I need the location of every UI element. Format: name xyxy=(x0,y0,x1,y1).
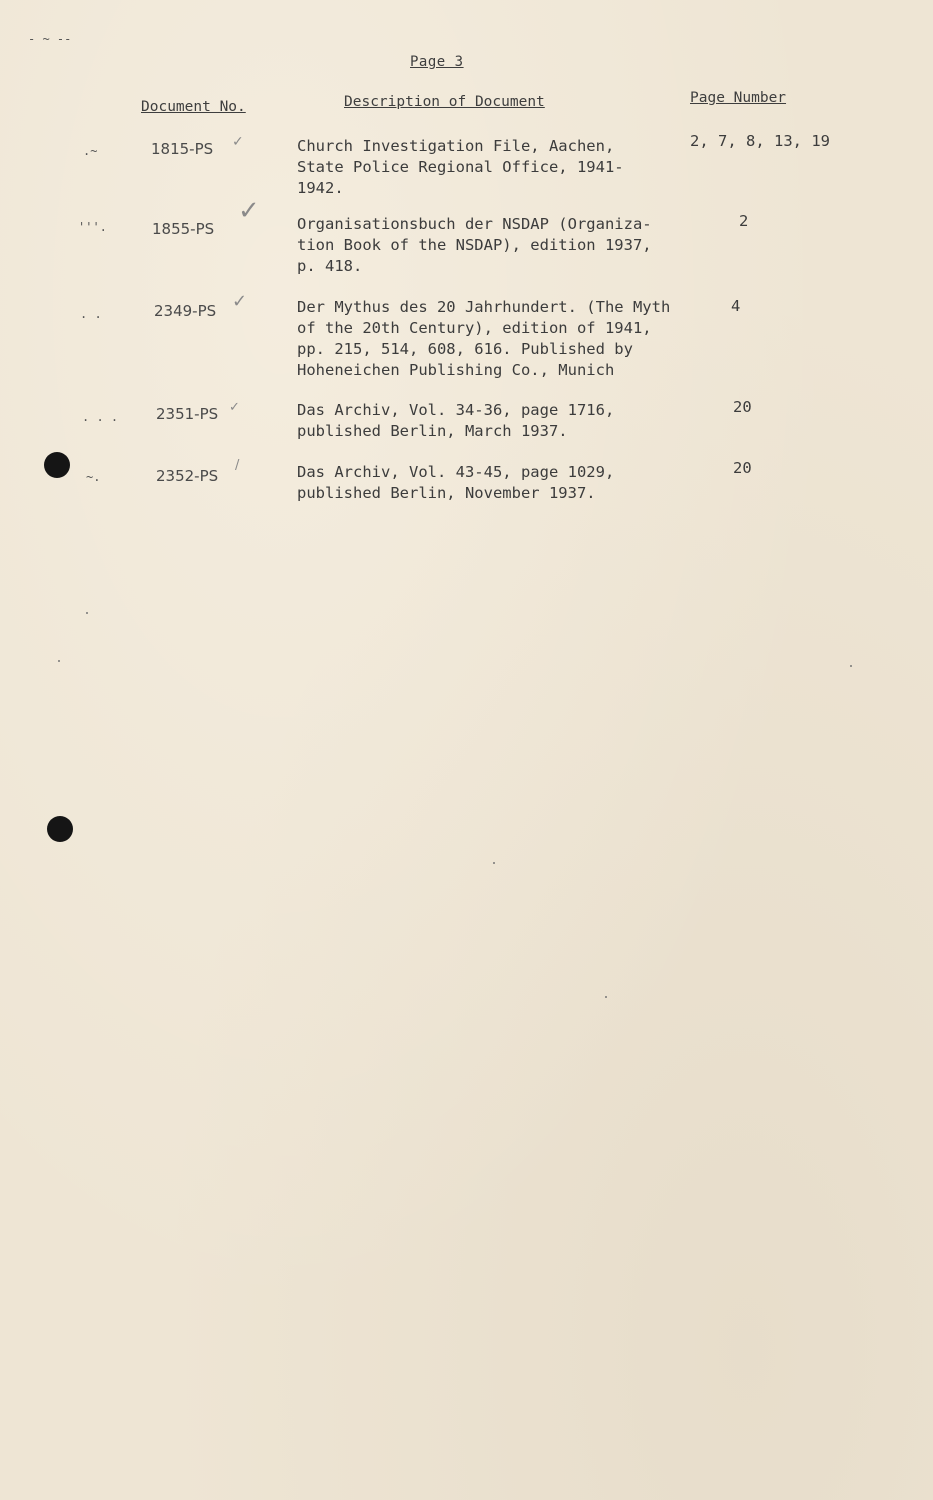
document-number: 1855-PS xyxy=(152,220,215,238)
document-number: 2349-PS xyxy=(154,302,217,320)
punch-hole-top xyxy=(44,452,70,478)
check-mark-icon: ✓ xyxy=(232,134,244,150)
document-number: 2351-PS xyxy=(156,405,219,423)
document-description xyxy=(297,136,624,199)
punch-hole-bottom xyxy=(47,816,73,842)
description-line: Das Archiv, Vol. 34-36, page 1716, xyxy=(297,401,615,419)
speck xyxy=(605,996,607,998)
description-line: 1942. xyxy=(297,179,344,197)
document-number: 1815-PS xyxy=(151,140,214,158)
document-description xyxy=(297,400,614,442)
document-description xyxy=(297,214,652,277)
description-line: of the 20th Century), edition of 1941, xyxy=(297,319,652,337)
margin-mark: '''. xyxy=(78,220,107,234)
speck xyxy=(850,665,852,667)
description-line: published Berlin, March 1937. xyxy=(297,422,568,440)
header-description: Description of Document xyxy=(344,94,545,110)
description-line: p. 418. xyxy=(297,257,363,275)
document-number: 2352-PS xyxy=(156,467,219,485)
description-line: Organisationsbuch der NSDAP (Organiza- xyxy=(297,215,652,233)
margin-mark: .~ xyxy=(83,144,98,158)
page-references: 2 xyxy=(739,212,749,230)
description-line: State Police Regional Office, 1941- xyxy=(297,158,624,176)
check-mark-icon: / xyxy=(235,458,240,473)
check-mark-icon: ✓ xyxy=(229,400,240,415)
page-references: 4 xyxy=(731,297,741,315)
margin-mark: . . xyxy=(80,307,102,321)
margin-mark: . . . xyxy=(82,410,119,424)
description-line: Church Investigation File, Aachen, xyxy=(297,137,615,155)
description-line: Hoheneichen Publishing Co., Munich xyxy=(297,361,615,379)
description-line: tion Book of the NSDAP), edition 1937, xyxy=(297,236,652,254)
stray-mark: - ~ -- xyxy=(28,32,72,46)
margin-mark: ~. xyxy=(86,470,101,484)
header-document-no: Document No. xyxy=(141,99,246,115)
speck xyxy=(58,660,60,662)
page-references: 2, 7, 8, 13, 19 xyxy=(690,132,830,150)
description-line: published Berlin, November 1937. xyxy=(297,484,596,502)
speck xyxy=(493,862,495,864)
document-description xyxy=(297,462,614,504)
header-page-number: Page Number xyxy=(690,90,787,106)
page-references: 20 xyxy=(733,398,752,416)
check-mark-icon: ✓ xyxy=(238,196,260,226)
document-description xyxy=(297,297,670,381)
page-references: 20 xyxy=(733,459,752,477)
description-line: Der Mythus des 20 Jahrhundert. (The Myth xyxy=(297,298,671,316)
check-mark-icon: ✓ xyxy=(232,291,248,312)
page-number-label: Page 3 xyxy=(410,54,464,70)
description-line: Das Archiv, Vol. 43-45, page 1029, xyxy=(297,463,615,481)
description-line: pp. 215, 514, 608, 616. Published by xyxy=(297,340,633,358)
speck xyxy=(86,612,88,614)
